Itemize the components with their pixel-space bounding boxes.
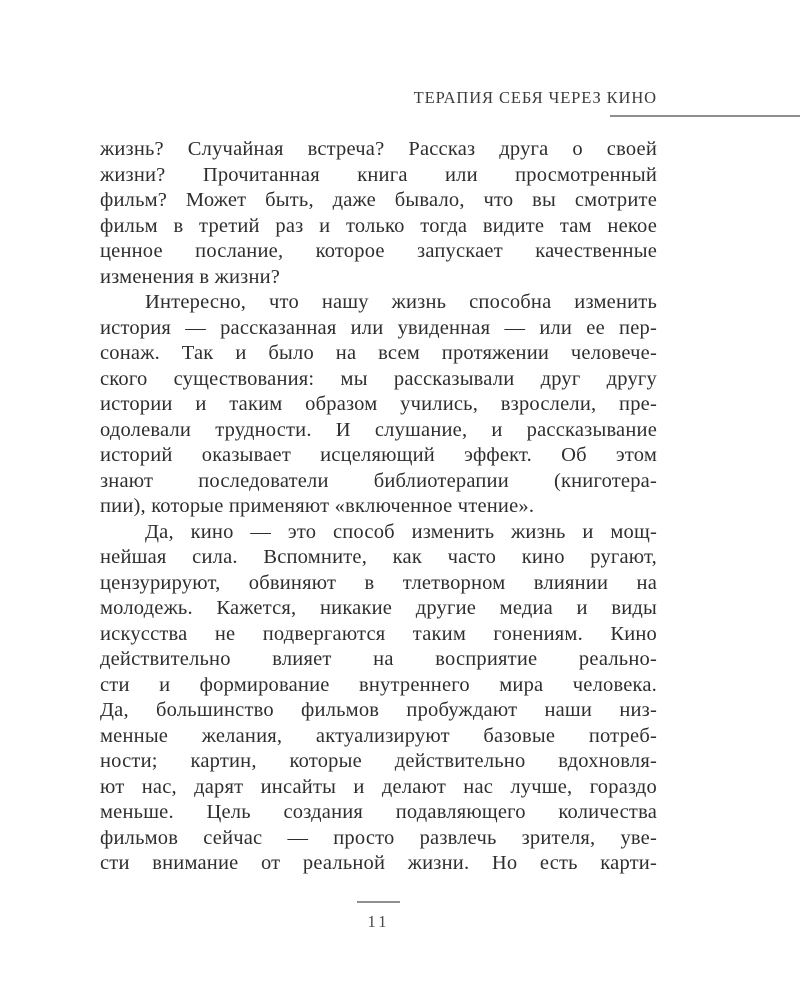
text-line: сти внимание от реальной жизни. Но есть карти- — [100, 852, 657, 874]
paragraph — [100, 290, 657, 520]
text-line: цензурируют, обвиняют в тлетворном влиянии на — [100, 571, 657, 594]
text-line: историй оказывает исцеляющий эффект. Об этом — [100, 444, 657, 466]
footer-rule — [357, 901, 400, 903]
text-line: Да, большинство фильмов пробуждают наши низ- — [100, 699, 657, 721]
text-line: фильмов сейчас — просто развлечь зрителя, уве- — [100, 826, 657, 849]
text-line: фильм? Может быть, даже бывало, что вы смотрите — [100, 189, 657, 211]
text-line: меньше. Цель создания подавляющего количества — [100, 801, 657, 823]
paragraph — [100, 520, 657, 877]
text-line: история — рассказанная или увиденная — или ее пер- — [100, 316, 657, 339]
text-line: сонаж. Так и было на всем протяжении человече- — [100, 342, 657, 364]
text-line: менные желания, актуализируют базовые потреб- — [100, 724, 657, 747]
text-line: фильм в третий раз и только тогда видите там некое — [100, 214, 657, 237]
text-line: Да, кино — это способ изменить жизнь и мощ- — [145, 520, 657, 543]
page-number: 11 — [367, 912, 390, 931]
text-line: искусства не подвергаются таким гонениям. Кино — [100, 622, 657, 645]
text-line: истории и таким образом учились, взрослели, пре- — [100, 393, 657, 415]
text-line: нейшая сила. Вспомните, как часто кино ругают, — [100, 546, 657, 568]
text-line: ского существования: мы рассказывали друг другу — [100, 367, 657, 390]
text-line: пии), которые применяют «включенное чтение». — [100, 495, 535, 517]
text-line: ют нас, дарят инсайты и делают нас лучше, гораздо — [100, 775, 657, 798]
text-line: одолевали трудности. И слушание, и рассказывание — [100, 418, 657, 441]
text-line: молодежь. Кажется, никакие другие медиа и виды — [100, 597, 657, 619]
text-line: жизнь? Случайная встреча? Рассказ друга о своей — [100, 138, 657, 160]
header-rule — [610, 115, 800, 117]
text-line: знают последователи библиотерапии (книготера- — [100, 469, 657, 492]
body-text — [100, 137, 657, 877]
paragraph — [100, 137, 657, 290]
text-line: изменения в жизни? — [100, 265, 281, 288]
text-line: ности; картин, которые действительно вдохновля- — [100, 750, 657, 772]
text-line: сти и формирование внутреннего мира человека. — [100, 673, 657, 696]
running-header: ТЕРАПИЯ СЕБЯ ЧЕРЕЗ КИНО — [413, 88, 657, 107]
text-line: жизни? Прочитанная книга или просмотренный — [100, 163, 657, 186]
text-line: ценное послание, которое запускает качественные — [100, 240, 657, 262]
text-line: действительно влияет на восприятие реально- — [100, 648, 657, 670]
text-line: Интересно, что нашу жизнь способна изменить — [145, 291, 657, 313]
